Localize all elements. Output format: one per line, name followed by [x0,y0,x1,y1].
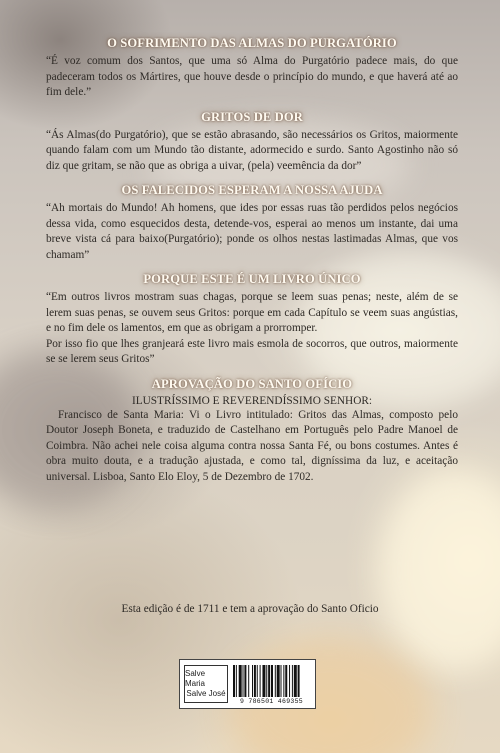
barcode [232,665,311,705]
edition-note: Esta edição é de 1711 e tem a aprovação do Santo Oficio [121,603,379,615]
publisher-logo: Salve Maria Salve José [184,665,228,703]
section-heading: OS FALECIDOS ESPERAM A NOSSA AJUDA [121,183,383,197]
section-falecidos [46,183,458,263]
section-heading: GRITOS DE DOR [201,109,303,124]
section-text: “É voz comum dos Santos, que uma só Alma do Purgatório padece mais, do que padeceram todos os Mártires, que houve desde o princípio do mundo, e que haverá até ao fim dele.” [46,55,458,98]
section-text: “Em outros livros mostram suas chagas, porque se leem suas penas; neste, além de se lerem suas penas, se ouvem seus Gritos: porque em cada Capítulo se veem suas angústias, e no fim dele os lamentos, em que as obrigam a prorromper. Por isso fio que lhes granjeará este livro mais esmola de socorros, que outros, maiormente se se lerem seus Gritos” [46,291,458,365]
section-text: “Ah mortais do Mundo! Ah homens, que ides por essas ruas tão perdidos pelos negócios dessa vida, como esquecidos desta, detende-vos, esperai ao menos um instante, dai uma breve vista cá para baixo(Purgatório); ponde os olhos nestas lastimadas Almas, que vos chamam” [46,202,458,261]
section-text: Francisco de Santa Maria: Vi o Livro intitulado: Gritos das Almas, composto pelo Doutor Joseph Boneta, e traduzido de Castelhano em Português pelo Padre Manoel de Coimbra. Não achei nele coisa alguma contra nossa Santa Fé, ou bons costumes. Antes é obra muito douta, e a tradução ajustada, e como tal, digníssima da luz, e aceitação universal. Lisboa, Santo Elo Eloy, 5 de Dezembro de 1702. [46,408,458,483]
barcode-panel [179,659,316,709]
section-heading: O SOFRIMENTO DAS ALMAS DO PURGATÓRIO [107,36,397,50]
section-heading: APROVAÇÃO DO SANTO OFÍCIO [151,376,353,391]
section-livro-unico [46,272,458,368]
section-aprovacao [46,377,458,486]
section-heading: PORQUE ESTE É UM LIVRO ÚNICO [143,272,361,286]
smoke-cloud [380,470,500,670]
back-cover-text [46,36,458,494]
approval-salutation: ILUSTRÍSSIMO E REVERENDÍSSIMO SENHOR: [131,394,373,407]
section-text: “Ás Almas(do Purgatório), que se estão abrasando, são necessários os Gritos, maiormente quando falam com um Mundo tão distante, adormecido e surdo. Santo Agostinho não só diz que gritam, se não que as obriga a uivar, (pela) veemência da dor” [46,128,458,172]
isbn-number: 9 786501 469355 [239,698,303,705]
barcode-icon [232,665,316,697]
section-gritos-de-dor [46,110,458,175]
section-sofrimento [46,36,458,101]
